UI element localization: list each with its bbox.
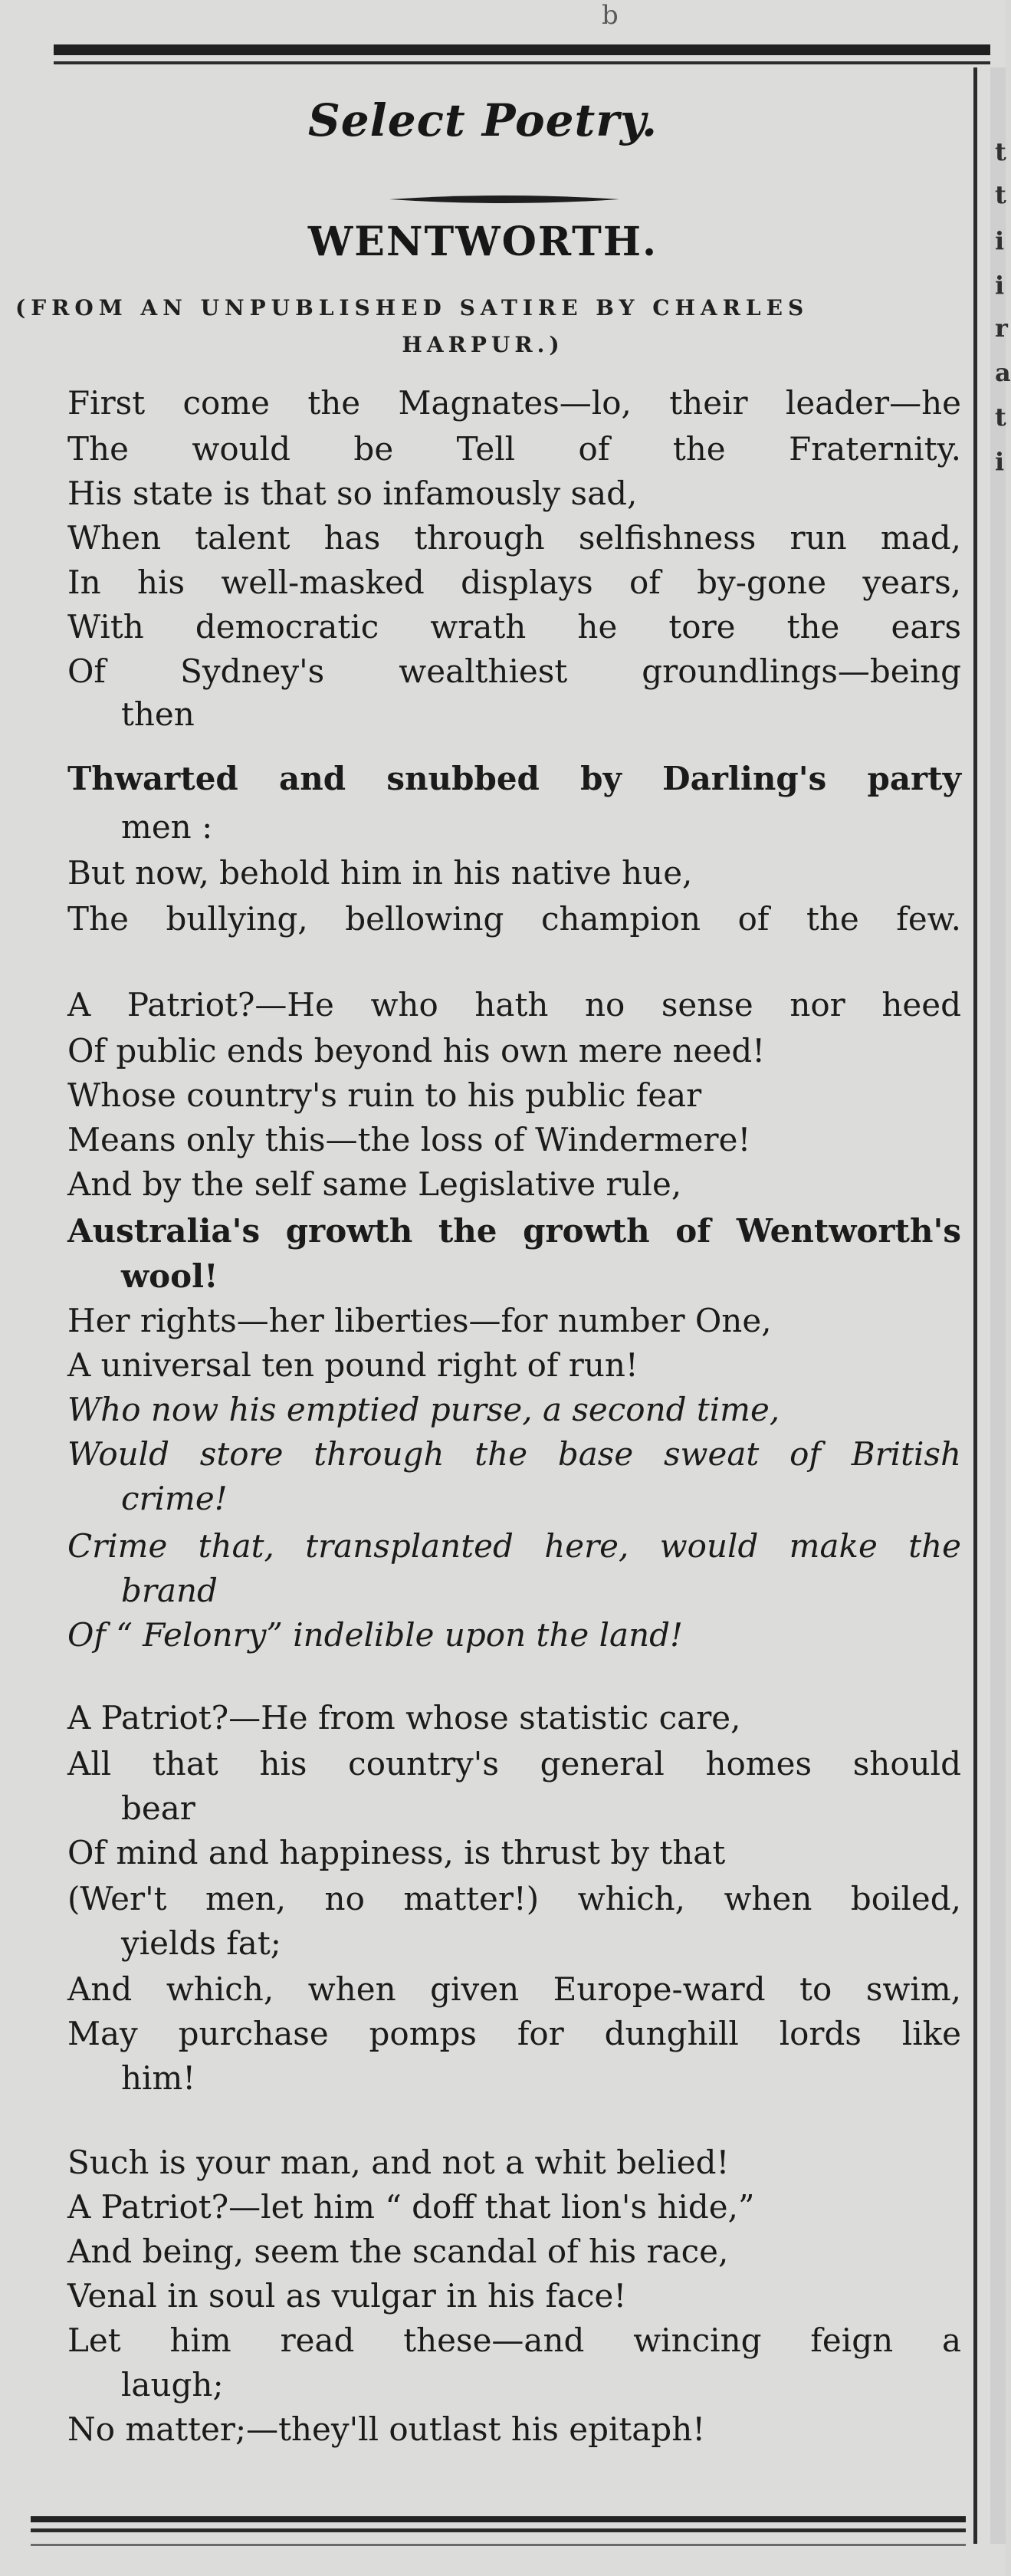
- poem-line: Of Sydney's wealthiest groundlings—being: [67, 652, 961, 690]
- poem-line: yields fat;: [121, 1924, 281, 1962]
- margin-fragment: a: [995, 358, 1011, 387]
- margin-fragment: i: [995, 226, 1005, 255]
- poem-line: A Patriot?—let him “ doff that lion's hide,”: [67, 2188, 755, 2226]
- poem-line: Whose country's ruin to his public fear: [67, 1076, 702, 1114]
- poem-line: (Wer't men, no matter!) which, when boiled,: [67, 1880, 961, 1917]
- poem-title: WENTWORTH.: [307, 219, 658, 265]
- poem-line: Of mind and happiness, is thrust by that: [67, 1834, 726, 1871]
- bottom-rule-thin: [31, 2528, 966, 2532]
- poem-line: Venal in soul as vulgar in his face!: [67, 2277, 627, 2315]
- margin-fragment: t: [995, 402, 1006, 432]
- poem-line: laugh;: [121, 2366, 224, 2404]
- bottom-rule: [31, 2516, 966, 2522]
- poem-line: His state is that so infamously sad,: [67, 475, 638, 512]
- poem-source-line: HARPUR.): [402, 332, 564, 357]
- poem-line: No matter;—they'll outlast his epitaph!: [67, 2410, 706, 2448]
- poem-line: With democratic wrath he tore the ears: [67, 608, 961, 646]
- poem-line: And by the self same Legislative rule,: [67, 1165, 682, 1203]
- poem-line: crime!: [121, 1480, 228, 1517]
- poem-line: Of “ Felonry” indelible upon the land!: [67, 1616, 683, 1654]
- poem-line: And which, when given Europe-ward to swim,: [67, 1970, 961, 2008]
- margin-fragment: t: [995, 137, 1006, 166]
- poem-line: First come the Magnates—lo, their leader—he: [67, 384, 961, 422]
- margin-fragment: t: [995, 180, 1006, 209]
- page-mark: b: [602, 0, 619, 31]
- poem-line: The would be Tell of the Fraternity.: [67, 430, 961, 468]
- section-heading: Select Poetry.: [307, 94, 658, 146]
- poem-line: Means only this—the loss of Windermere!: [67, 1121, 751, 1158]
- poem-line: A universal ten pound right of run!: [67, 1346, 638, 1384]
- poem-line: Her rights—her liberties—for number One,: [67, 1302, 772, 1339]
- margin-fragment: r: [995, 314, 1008, 343]
- poem-line: And being, seem the scandal of his race,: [67, 2233, 729, 2270]
- poem-line: Would store through the base sweat of British: [67, 1435, 961, 1473]
- poem-line: In his well-masked displays of by-gone years,: [67, 564, 961, 601]
- poem-line: But now, behold him in his native hue,: [67, 854, 693, 892]
- bottom-rule-lower: [31, 2544, 966, 2546]
- poem-line: May purchase pomps for dunghill lords like: [67, 2015, 961, 2052]
- adjacent-column-edge: [990, 67, 1006, 2544]
- poem-line: A Patriot?—He from whose statistic care,: [67, 1699, 741, 1737]
- poem-line: Thwarted and snubbed by Darling's party: [67, 760, 961, 797]
- poem-line: bear: [121, 1789, 195, 1827]
- poem-line: Who now his emptied purse, a second time,: [67, 1391, 780, 1428]
- poem-line: Let him read these—and wincing feign a: [67, 2321, 961, 2359]
- poem-line: brand: [121, 1572, 218, 1609]
- poem-line: Crime that, transplanted here, would make the: [67, 1527, 961, 1565]
- poem-line: When talent has through selfishness run mad,: [67, 519, 961, 557]
- poem-line: Of public ends beyond his own mere need!: [67, 1032, 766, 1070]
- poem-source-line: (FROM AN UNPUBLISHED SATIRE BY CHARLES: [15, 295, 809, 320]
- poem-line: men :: [121, 808, 213, 846]
- poem-line: Such is your man, and not a whit belied!: [67, 2144, 730, 2181]
- poem-line: The bullying, bellowing champion of the few.: [67, 900, 961, 938]
- column-rule: [973, 67, 977, 2544]
- poem-line: A Patriot?—He who hath no sense nor heed: [67, 986, 961, 1024]
- poem-line: Australia's growth the growth of Wentworth's: [67, 1212, 961, 1250]
- margin-fragment: i: [995, 271, 1005, 300]
- poem-line: wool!: [121, 1257, 218, 1295]
- margin-fragment: i: [995, 447, 1005, 476]
- poem-line: him!: [121, 2059, 196, 2097]
- poem-line: then: [121, 695, 195, 733]
- poem-line: All that his country's general homes should: [67, 1745, 961, 1783]
